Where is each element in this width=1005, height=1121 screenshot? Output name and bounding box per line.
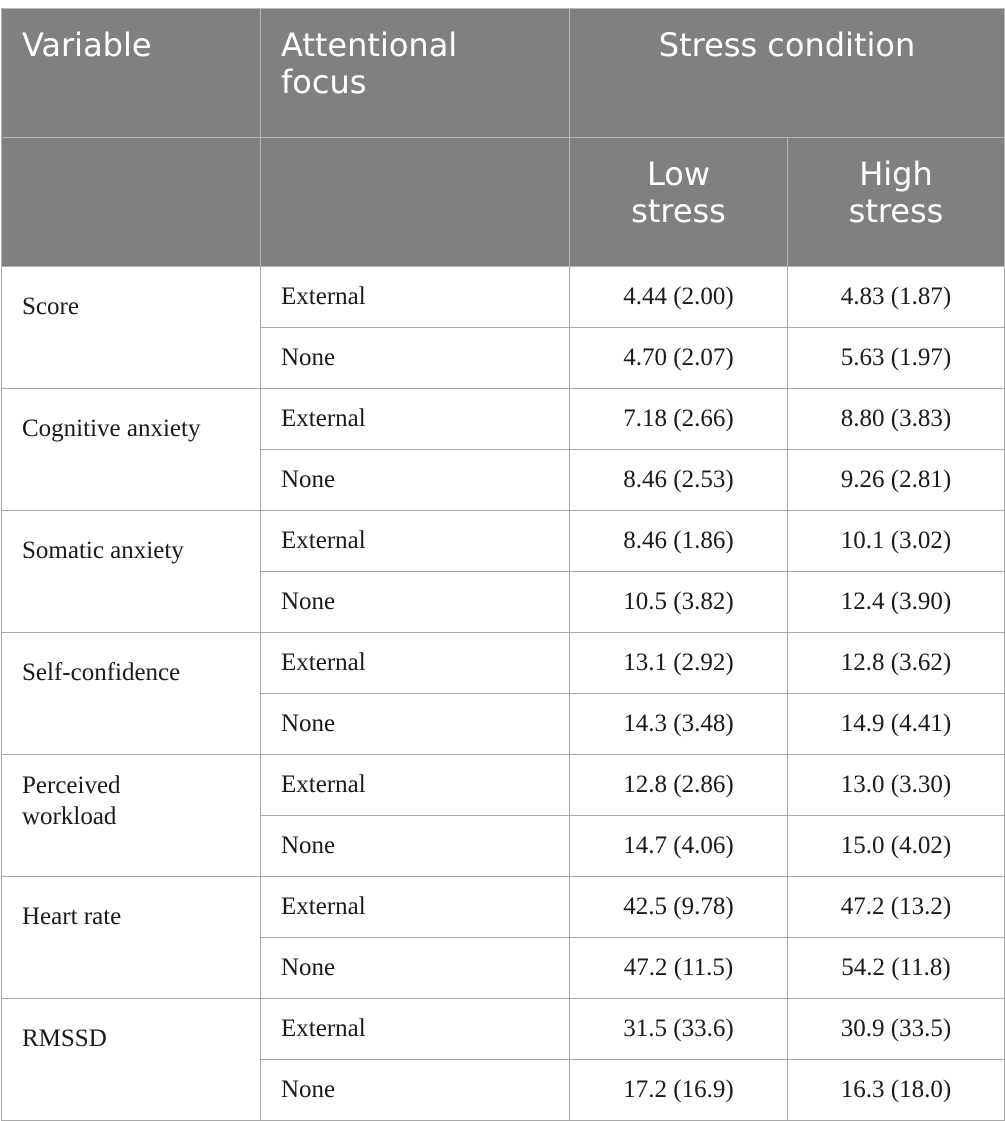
focus-cell: None [261, 572, 570, 633]
low-stress-cell: 13.1 (2.92) [570, 633, 788, 694]
low-stress-cell: 10.5 (3.82) [570, 572, 788, 633]
focus-cell: None [261, 328, 570, 389]
table-body [2, 267, 1005, 1121]
header-variable: Variable [2, 9, 261, 138]
low-stress-cell: 14.7 (4.06) [570, 816, 788, 877]
focus-cell: External [261, 511, 570, 572]
low-stress-cell: 8.46 (2.53) [570, 450, 788, 511]
focus-cell: External [261, 389, 570, 450]
header-blank-1 [2, 138, 261, 267]
high-stress-cell: 13.0 (3.30) [788, 755, 1005, 816]
table-row [2, 755, 1005, 816]
header-low-stress [570, 138, 788, 267]
header-attentional-focus-text: Attentional focus [281, 26, 458, 101]
focus-cell: None [261, 938, 570, 999]
header-high-stress-text: High stress [848, 155, 944, 230]
variable-cell [2, 755, 261, 877]
low-stress-cell: 42.5 (9.78) [570, 877, 788, 938]
focus-cell: None [261, 694, 570, 755]
focus-cell: External [261, 755, 570, 816]
low-stress-cell: 14.3 (3.48) [570, 694, 788, 755]
variable-cell [2, 267, 261, 389]
table-row [2, 389, 1005, 450]
focus-cell: None [261, 816, 570, 877]
header-high-stress [788, 138, 1005, 267]
variable-label: RMSSD [22, 1025, 107, 1052]
high-stress-cell: 15.0 (4.02) [788, 816, 1005, 877]
focus-cell: External [261, 877, 570, 938]
focus-cell: External [261, 999, 570, 1060]
focus-cell: External [261, 267, 570, 328]
table-row [2, 877, 1005, 938]
high-stress-cell: 12.8 (3.62) [788, 633, 1005, 694]
high-stress-cell: 5.63 (1.97) [788, 328, 1005, 389]
table-row [2, 999, 1005, 1060]
high-stress-cell: 12.4 (3.90) [788, 572, 1005, 633]
variable-cell [2, 999, 261, 1121]
focus-cell: None [261, 450, 570, 511]
header-stress-condition: Stress condition [570, 9, 1005, 138]
data-table [1, 8, 1005, 1121]
low-stress-cell: 31.5 (33.6) [570, 999, 788, 1060]
variable-cell [2, 633, 261, 755]
header-attentional-focus [261, 9, 570, 138]
variable-label: Perceived workload [22, 772, 121, 830]
variable-cell [2, 877, 261, 999]
low-stress-cell: 47.2 (11.5) [570, 938, 788, 999]
table-row [2, 511, 1005, 572]
high-stress-cell: 9.26 (2.81) [788, 450, 1005, 511]
high-stress-cell: 14.9 (4.41) [788, 694, 1005, 755]
low-stress-cell: 4.44 (2.00) [570, 267, 788, 328]
high-stress-cell: 30.9 (33.5) [788, 999, 1005, 1060]
table-row [2, 633, 1005, 694]
variable-cell [2, 511, 261, 633]
variable-label: Self-confidence [22, 659, 181, 686]
header-blank-2 [261, 138, 570, 267]
high-stress-cell: 54.2 (11.8) [788, 938, 1005, 999]
low-stress-cell: 7.18 (2.66) [570, 389, 788, 450]
focus-cell: External [261, 633, 570, 694]
focus-cell: None [261, 1060, 570, 1121]
variable-cell [2, 389, 261, 511]
table-row [2, 267, 1005, 328]
variable-label: Heart rate [22, 903, 122, 930]
low-stress-cell: 8.46 (1.86) [570, 511, 788, 572]
low-stress-cell: 4.70 (2.07) [570, 328, 788, 389]
high-stress-cell: 10.1 (3.02) [788, 511, 1005, 572]
table-header [2, 9, 1005, 267]
variable-label: Somatic anxiety [22, 537, 184, 564]
variable-label: Score [22, 293, 79, 320]
high-stress-cell: 4.83 (1.87) [788, 267, 1005, 328]
low-stress-cell: 17.2 (16.9) [570, 1060, 788, 1121]
high-stress-cell: 47.2 (13.2) [788, 877, 1005, 938]
high-stress-cell: 8.80 (3.83) [788, 389, 1005, 450]
header-low-stress-text: Low stress [631, 155, 726, 230]
variable-label: Cognitive anxiety [22, 415, 201, 442]
low-stress-cell: 12.8 (2.86) [570, 755, 788, 816]
high-stress-cell: 16.3 (18.0) [788, 1060, 1005, 1121]
